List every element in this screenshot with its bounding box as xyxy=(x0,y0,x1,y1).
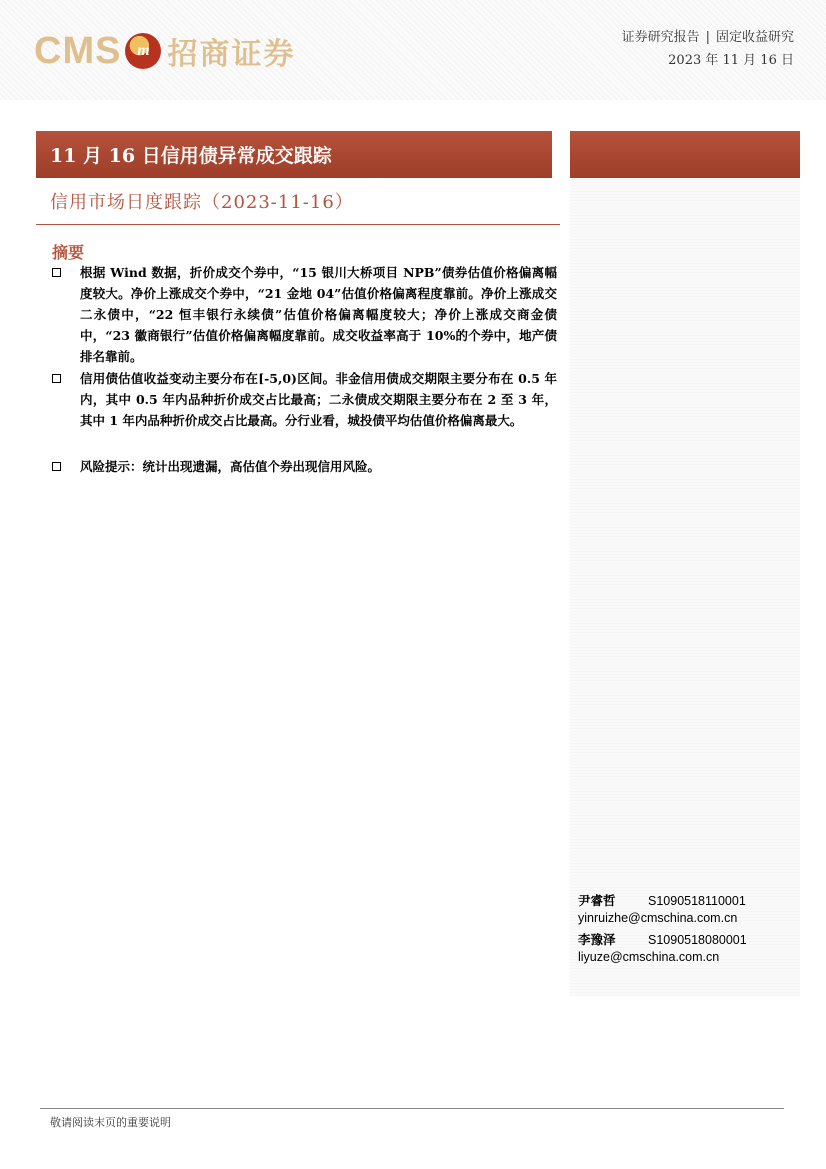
author-license: S1090518080001 xyxy=(648,933,747,947)
author-1-email[interactable]: yinruizhe@cmschina.com.cn xyxy=(578,911,738,925)
report-subcategory: 固定收益研究 xyxy=(715,30,794,45)
summary-bullet-text: 信用债估值收益变动主要分布在[-5,0)区间。非金信用债成交期限主要分布在 0.5 年内，其中 0.5 年内品种折价成交占比最高；二永债成交期限主要分布在 2 至 3 年，其中 1 年内品种折价成交占比最高。分行业看，城投债平均估值价格偏离最大。 xyxy=(80,371,557,428)
summary-heading: 摘要 xyxy=(52,243,85,262)
summary-bullet-text: 风险提示：统计出现遗漏，高估值个券出现信用风险。 xyxy=(80,459,381,474)
report-title: 11 月 16 日信用债异常成交跟踪 xyxy=(50,145,332,167)
checkbox-bullet-icon xyxy=(52,462,61,471)
checkbox-bullet-icon xyxy=(52,374,61,383)
subtitle-divider xyxy=(36,224,560,225)
author-name: 尹睿哲 xyxy=(578,893,616,908)
report-date: 2023 年 11 月 16 日 xyxy=(668,53,794,68)
meta-separator: | xyxy=(705,30,710,45)
logo-text: CMS xyxy=(34,29,122,72)
author-name: 李豫泽 xyxy=(578,932,616,947)
footer-note: 敬请阅读末页的重要说明 xyxy=(50,1116,171,1129)
report-meta xyxy=(622,26,794,72)
sidebar-header-bar xyxy=(570,131,800,178)
report-category: 证券研究报告 xyxy=(621,30,700,45)
summary-bullet xyxy=(52,456,557,477)
checkbox-bullet-icon xyxy=(52,268,61,277)
summary-bullet-text: 根据 Wind 数据，折价成交个券中，“15 银川大桥项目 NPB”债券估值价格偏离幅度较大。净价上涨成交个券中，“21 金地 04”估值价格偏离程度靠前。净价上涨成交二永债中，“22 恒丰银行永续债”估值价格偏离幅度较大；净价上涨成交商金债中，“23 徽商银行”估值价格偏离幅度靠前。成交收益率高于 10%的个券中，地产债排名靠前。 xyxy=(80,265,557,364)
footer-divider xyxy=(40,1108,784,1109)
title-bar xyxy=(36,131,552,178)
company-logo xyxy=(34,28,295,74)
logo-chinese-name: 招商证券 xyxy=(167,37,296,72)
summary-bullet xyxy=(52,368,557,431)
author-license: S1090518110001 xyxy=(648,894,746,908)
author-2-email[interactable]: liyuze@cmschina.com.cn xyxy=(578,950,720,964)
report-subtitle: 信用市场日度跟踪（2023-11-16） xyxy=(50,192,354,213)
sidebar-panel xyxy=(570,178,800,996)
summary-bullet xyxy=(52,262,557,367)
logo-emblem-icon: m xyxy=(125,33,161,69)
author-1 xyxy=(578,891,746,909)
author-2 xyxy=(578,930,747,948)
